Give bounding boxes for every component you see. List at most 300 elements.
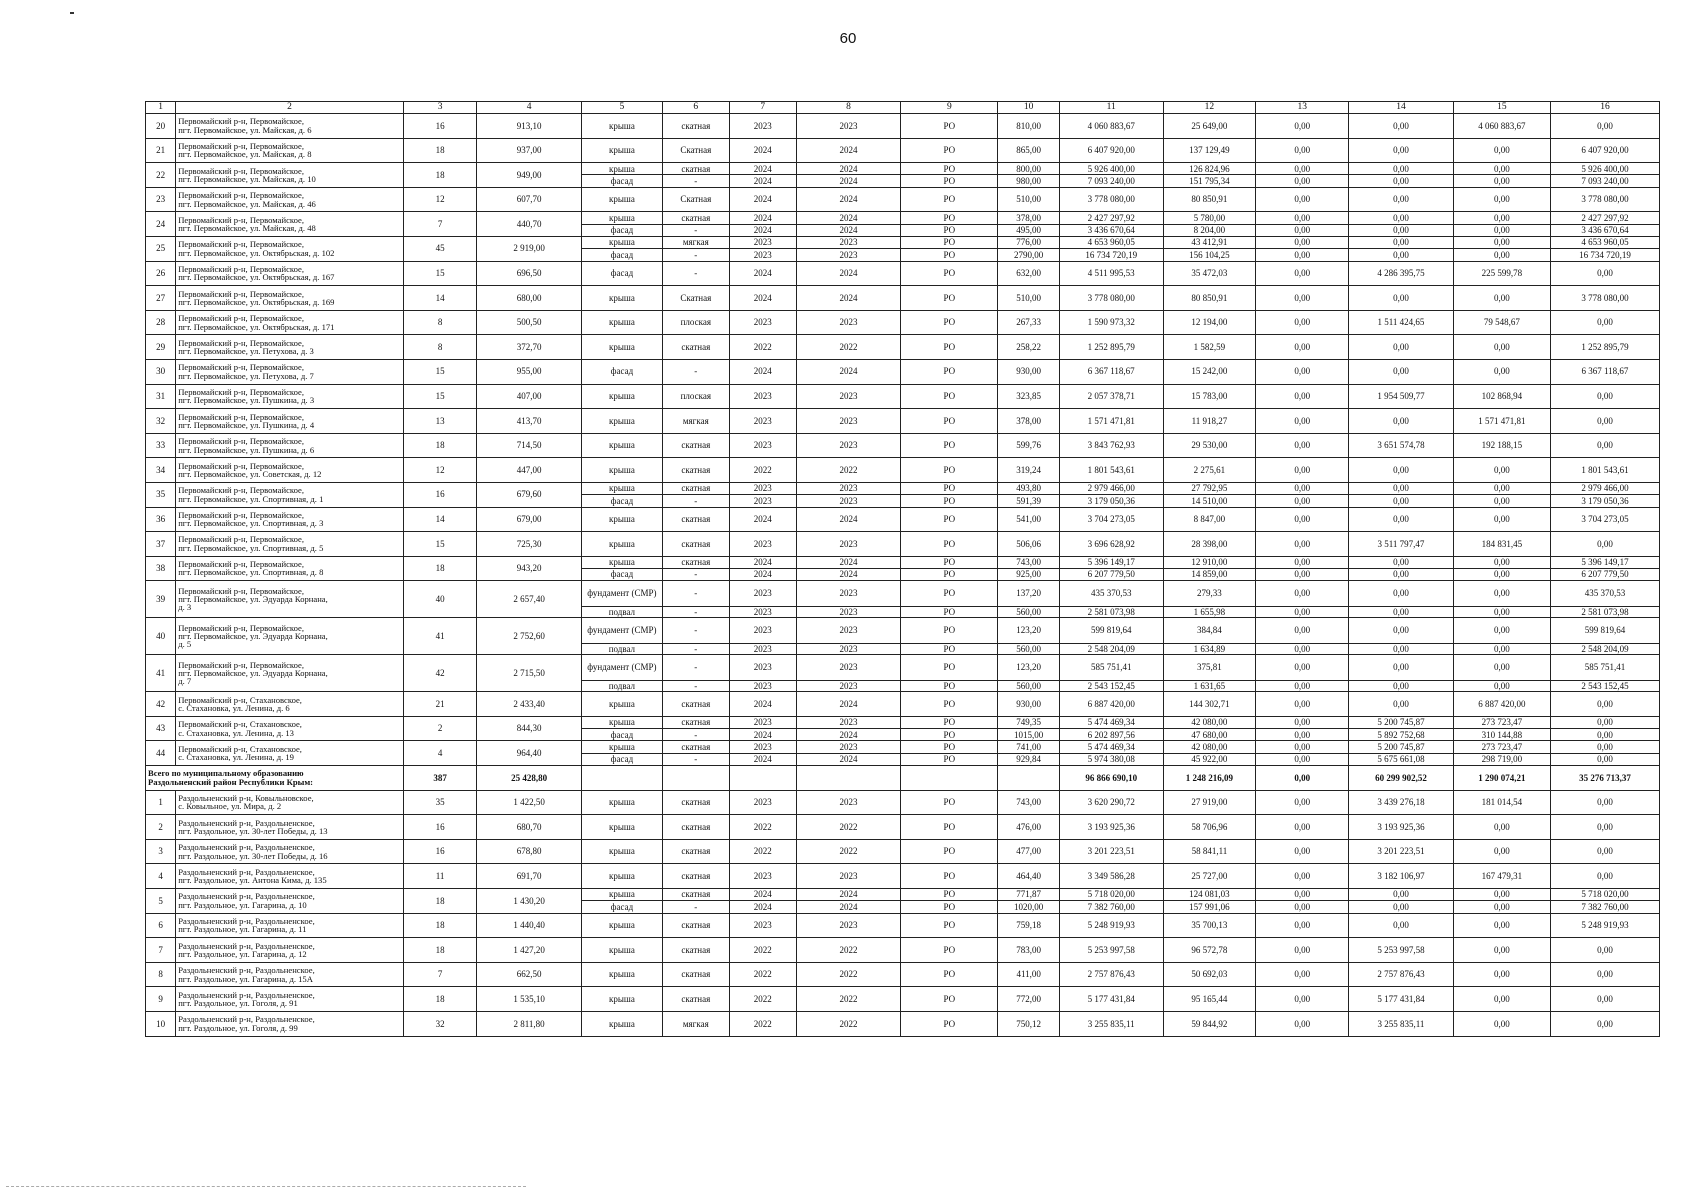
cost-per-unit: 375,81 — [1163, 655, 1256, 681]
volume: 772,00 — [998, 987, 1060, 1012]
address-cell — [176, 310, 404, 335]
fund-federal: 0,00 — [1256, 310, 1349, 335]
work-type: крыша — [581, 138, 662, 163]
executor: РО — [901, 741, 998, 753]
address-cell — [176, 482, 404, 507]
cost-per-unit: 157 991,06 — [1163, 901, 1256, 913]
year-fact: 2023 — [796, 607, 901, 618]
year-fact: 2023 — [796, 409, 901, 434]
cost: 4 653 960,05 — [1059, 236, 1163, 248]
year-fact: 2024 — [796, 212, 901, 224]
work-type: крыша — [581, 236, 662, 248]
apartments-count: 2 — [403, 716, 476, 741]
address-line: Раздольненский р-н, Раздольненское, — [178, 989, 315, 1000]
row-number: 44 — [146, 741, 176, 766]
work-type: крыша — [581, 163, 662, 175]
cost: 4 060 883,67 — [1059, 114, 1163, 139]
year-plan: 2024 — [729, 692, 796, 717]
volume: 1020,00 — [998, 901, 1060, 913]
year-plan: 2024 — [729, 359, 796, 384]
year-fact: 2022 — [796, 938, 901, 963]
total-area: 1 427,20 — [477, 938, 582, 963]
address-line: пгт. Раздольное, ул. Гоголя, д. 99 — [178, 1022, 298, 1033]
work-subtype: - — [662, 249, 729, 261]
cost: 435 370,53 — [1059, 581, 1163, 607]
executor: РО — [901, 433, 998, 458]
address-line: пгт. Первомайское, ул. Пушкина, д. 4 — [178, 419, 315, 430]
address-cell — [176, 987, 404, 1012]
total-area: 607,70 — [477, 187, 582, 212]
year-fact: 2024 — [796, 568, 901, 580]
fund-regional: 0,00 — [1349, 359, 1454, 384]
address-line: с. Стахановка, ул. Ленина, д. 6 — [178, 703, 290, 714]
table-row — [146, 335, 1660, 360]
volume: 510,00 — [998, 187, 1060, 212]
total-area: 500,50 — [477, 310, 582, 335]
address-line: пгт. Раздольное, ул. Гагарина, д. 11 — [178, 924, 307, 935]
volume: 741,00 — [998, 741, 1060, 753]
work-subtype: скатная — [662, 507, 729, 532]
year-plan: 2024 — [729, 187, 796, 212]
fund-regional: 3 201 223,51 — [1349, 839, 1454, 864]
volume: 123,20 — [998, 655, 1060, 681]
fund-owners: 5 396 149,17 — [1550, 556, 1659, 568]
work-type: крыша — [581, 815, 662, 840]
cost: 5 474 469,34 — [1059, 741, 1163, 753]
address-line: пгт. Первомайское, ул. Советская, д. 12 — [178, 469, 322, 480]
apartments-count: 15 — [403, 384, 476, 409]
executor: РО — [901, 114, 998, 139]
cost-per-unit: 279,33 — [1163, 581, 1256, 607]
apartments-count: 16 — [403, 482, 476, 507]
cost: 585 751,41 — [1059, 655, 1163, 681]
work-type: крыша — [581, 938, 662, 963]
work-type: крыша — [581, 889, 662, 901]
year-plan: 2024 — [729, 138, 796, 163]
total-value: 60 299 902,52 — [1349, 766, 1454, 791]
fund-owners: 0,00 — [1550, 938, 1659, 963]
cost: 2 548 204,09 — [1059, 644, 1163, 655]
table-row — [146, 741, 1660, 753]
address-line: д. 3 — [178, 602, 192, 613]
fund-local: 225 599,78 — [1453, 261, 1550, 286]
address-cell — [176, 187, 404, 212]
row-number: 20 — [146, 114, 176, 139]
column-header: 8 — [796, 102, 901, 114]
address-line: Раздольненский р-н, Раздольненское, — [178, 842, 315, 853]
year-plan: 2023 — [729, 644, 796, 655]
total-area: 949,00 — [477, 163, 582, 188]
fund-regional: 0,00 — [1349, 482, 1454, 494]
table-row — [146, 409, 1660, 434]
volume: 510,00 — [998, 286, 1060, 311]
table-row — [146, 839, 1660, 864]
cost: 3 778 080,00 — [1059, 187, 1163, 212]
fund-regional: 3 651 574,78 — [1349, 433, 1454, 458]
fund-owners: 0,00 — [1550, 384, 1659, 409]
address-cell — [176, 409, 404, 434]
fund-local: 4 060 883,67 — [1453, 114, 1550, 139]
volume: 743,00 — [998, 556, 1060, 568]
work-subtype: - — [662, 681, 729, 692]
fund-local: 0,00 — [1453, 556, 1550, 568]
cost-per-unit: 35 700,13 — [1163, 913, 1256, 938]
total-area: 447,00 — [477, 458, 582, 483]
work-subtype: скатная — [662, 482, 729, 494]
volume: 495,00 — [998, 224, 1060, 236]
executor: РО — [901, 335, 998, 360]
executor: РО — [901, 138, 998, 163]
apartments-count: 16 — [403, 815, 476, 840]
volume: 267,33 — [998, 310, 1060, 335]
volume: 560,00 — [998, 644, 1060, 655]
executor: РО — [901, 384, 998, 409]
fund-local: 0,00 — [1453, 644, 1550, 655]
year-fact: 2023 — [796, 433, 901, 458]
work-type: крыша — [581, 433, 662, 458]
cost: 5 396 149,17 — [1059, 556, 1163, 568]
address-line: пгт. Первомайское, ул. Спортивная, д. 1 — [178, 493, 324, 504]
table-row — [146, 790, 1660, 815]
work-type: крыша — [581, 532, 662, 557]
cost-per-unit: 2 275,61 — [1163, 458, 1256, 483]
year-fact: 2023 — [796, 581, 901, 607]
year-fact: 2024 — [796, 901, 901, 913]
row-number: 34 — [146, 458, 176, 483]
volume: 929,84 — [998, 753, 1060, 765]
work-type: фундамент (СМР) — [581, 655, 662, 681]
executor: РО — [901, 286, 998, 311]
fund-local: 0,00 — [1453, 495, 1550, 507]
year-plan: 2022 — [729, 987, 796, 1012]
year-fact: 2023 — [796, 618, 901, 644]
year-fact: 2023 — [796, 790, 901, 815]
year-fact: 2022 — [796, 839, 901, 864]
address-line: Раздольненский р-н, Раздольненское, — [178, 940, 315, 951]
fund-owners: 0,00 — [1550, 729, 1659, 741]
year-fact: 2023 — [796, 114, 901, 139]
year-plan: 2023 — [729, 790, 796, 815]
address-line: Первомайский р-н, Первомайское, — [178, 559, 304, 570]
fund-owners: 1 252 895,79 — [1550, 335, 1659, 360]
address-line: пгт. Первомайское, ул. Майская, д. 8 — [178, 149, 312, 160]
apartments-count: 41 — [403, 618, 476, 655]
fund-owners: 5 248 919,93 — [1550, 913, 1659, 938]
cost-per-unit: 8 847,00 — [1163, 507, 1256, 532]
empty-cell — [581, 766, 662, 791]
year-plan: 2024 — [729, 163, 796, 175]
executor: РО — [901, 716, 998, 728]
work-type: крыша — [581, 556, 662, 568]
apartments-count: 18 — [403, 987, 476, 1012]
address-line: Первомайский р-н, Первомайское, — [178, 337, 304, 348]
table-row — [146, 138, 1660, 163]
fund-federal: 0,00 — [1256, 532, 1349, 557]
year-plan: 2024 — [729, 889, 796, 901]
year-plan: 2024 — [729, 753, 796, 765]
work-type: крыша — [581, 212, 662, 224]
row-number: 25 — [146, 236, 176, 261]
cost: 3 843 762,93 — [1059, 433, 1163, 458]
total-area: 25 428,80 — [477, 766, 582, 791]
fund-local: 102 868,94 — [1453, 384, 1550, 409]
table-row — [146, 261, 1660, 286]
executor: РО — [901, 839, 998, 864]
address-cell — [176, 458, 404, 483]
executor: РО — [901, 261, 998, 286]
row-number: 32 — [146, 409, 176, 434]
column-header: 10 — [998, 102, 1060, 114]
empty-cell — [729, 766, 796, 791]
table-row — [146, 236, 1660, 248]
address-line: пгт. Первомайское, ул. Петухова, д. 7 — [178, 370, 314, 381]
work-type: фасад — [581, 175, 662, 187]
row-number: 21 — [146, 138, 176, 163]
column-header: 9 — [901, 102, 998, 114]
year-plan: 2024 — [729, 729, 796, 741]
cost-per-unit: 1 631,65 — [1163, 681, 1256, 692]
work-subtype: Скатная — [662, 138, 729, 163]
volume: 632,00 — [998, 261, 1060, 286]
year-plan: 2022 — [729, 962, 796, 987]
address-line: пгт. Раздольное, ул. Антона Кима, д. 135 — [178, 875, 327, 886]
year-fact: 2024 — [796, 889, 901, 901]
work-subtype: скатная — [662, 790, 729, 815]
apartments-count: 35 — [403, 790, 476, 815]
volume: 378,00 — [998, 212, 1060, 224]
cost-per-unit: 151 795,34 — [1163, 175, 1256, 187]
year-fact: 2024 — [796, 556, 901, 568]
year-fact: 2023 — [796, 532, 901, 557]
fund-local: 310 144,88 — [1453, 729, 1550, 741]
work-subtype: - — [662, 644, 729, 655]
fund-local: 0,00 — [1453, 236, 1550, 248]
address-line: Первомайский р-н, Первомайское, — [178, 214, 304, 225]
volume: 591,39 — [998, 495, 1060, 507]
column-header: 1 — [146, 102, 176, 114]
fund-local: 0,00 — [1453, 187, 1550, 212]
fund-owners: 0,00 — [1550, 310, 1659, 335]
address-cell — [176, 286, 404, 311]
fund-owners: 0,00 — [1550, 741, 1659, 753]
total-value: 96 866 690,10 — [1059, 766, 1163, 791]
executor: РО — [901, 187, 998, 212]
year-fact: 2023 — [796, 741, 901, 753]
apartments-count: 15 — [403, 532, 476, 557]
fund-regional: 0,00 — [1349, 175, 1454, 187]
fund-federal: 0,00 — [1256, 409, 1349, 434]
total-area: 691,70 — [477, 864, 582, 889]
cost-per-unit: 27 792,95 — [1163, 482, 1256, 494]
address-line: д. 5 — [178, 639, 192, 650]
volume: 560,00 — [998, 607, 1060, 618]
volume: 776,00 — [998, 236, 1060, 248]
apartments-count: 18 — [403, 556, 476, 581]
fund-regional: 0,00 — [1349, 163, 1454, 175]
row-number: 28 — [146, 310, 176, 335]
fund-owners: 585 751,41 — [1550, 655, 1659, 681]
work-type: крыша — [581, 458, 662, 483]
cost: 3 255 835,11 — [1059, 1012, 1163, 1037]
total-area: 2 752,60 — [477, 618, 582, 655]
table-row — [146, 212, 1660, 224]
cost-per-unit: 80 850,91 — [1163, 187, 1256, 212]
year-fact: 2022 — [796, 335, 901, 360]
volume: 865,00 — [998, 138, 1060, 163]
fund-federal: 0,00 — [1256, 556, 1349, 568]
work-subtype: - — [662, 175, 729, 187]
year-plan: 2023 — [729, 607, 796, 618]
address-line: Первомайский р-н, Первомайское, — [178, 288, 304, 299]
apartments-count: 15 — [403, 359, 476, 384]
address-cell — [176, 839, 404, 864]
year-fact: 2023 — [796, 249, 901, 261]
executor: РО — [901, 692, 998, 717]
year-plan: 2023 — [729, 249, 796, 261]
address-cell — [176, 913, 404, 938]
year-plan: 2024 — [729, 261, 796, 286]
work-subtype: скатная — [662, 716, 729, 728]
work-subtype: скатная — [662, 556, 729, 568]
apartments-count: 40 — [403, 581, 476, 618]
fund-owners: 16 734 720,19 — [1550, 249, 1659, 261]
work-type: подвал — [581, 681, 662, 692]
fund-federal: 0,00 — [1256, 741, 1349, 753]
document-table-container — [145, 101, 1660, 1037]
table-row — [146, 692, 1660, 717]
year-plan: 2023 — [729, 409, 796, 434]
work-type: крыша — [581, 692, 662, 717]
work-type: фасад — [581, 729, 662, 741]
work-type: крыша — [581, 409, 662, 434]
row-number: 2 — [146, 815, 176, 840]
page-number: 60 — [839, 30, 857, 47]
volume: 476,00 — [998, 815, 1060, 840]
year-fact: 2023 — [796, 864, 901, 889]
column-header: 16 — [1550, 102, 1659, 114]
row-number: 35 — [146, 482, 176, 507]
apartments-count: 18 — [403, 889, 476, 914]
fund-regional: 0,00 — [1349, 138, 1454, 163]
fund-regional: 3 193 925,36 — [1349, 815, 1454, 840]
work-type: крыша — [581, 1012, 662, 1037]
fund-owners: 0,00 — [1550, 962, 1659, 987]
cost-per-unit: 1 634,89 — [1163, 644, 1256, 655]
executor: РО — [901, 938, 998, 963]
fund-federal: 0,00 — [1256, 433, 1349, 458]
empty-cell — [901, 766, 998, 791]
fund-local: 0,00 — [1453, 175, 1550, 187]
column-header: 11 — [1059, 102, 1163, 114]
row-number: 6 — [146, 913, 176, 938]
executor: РО — [901, 889, 998, 901]
address-line: пгт. Первомайское, ул. Пушкина, д. 6 — [178, 444, 315, 455]
work-subtype: скатная — [662, 839, 729, 864]
address-line: Первомайский р-н, Первомайское, — [178, 386, 304, 397]
volume: 378,00 — [998, 409, 1060, 434]
address-line: пгт. Первомайское, ул. Эдуарда Корнана, — [178, 594, 328, 605]
table-row — [146, 532, 1660, 557]
fund-federal: 0,00 — [1256, 681, 1349, 692]
column-header: 3 — [403, 102, 476, 114]
cost-per-unit: 8 204,00 — [1163, 224, 1256, 236]
fund-local: 0,00 — [1453, 655, 1550, 681]
cost: 1 801 543,61 — [1059, 458, 1163, 483]
address-line: Раздольненский р-н, Ковыльновское, — [178, 793, 314, 804]
year-fact: 2024 — [796, 507, 901, 532]
table-row — [146, 962, 1660, 987]
address-cell — [176, 236, 404, 261]
total-area: 407,00 — [477, 384, 582, 409]
fund-local: 0,00 — [1453, 581, 1550, 607]
address-line: Первомайский р-н, Первомайское, — [178, 622, 304, 633]
fund-federal: 0,00 — [1256, 581, 1349, 607]
address-line: пгт. Первомайское, ул. Пушкина, д. 3 — [178, 395, 315, 406]
fund-local: 0,00 — [1453, 286, 1550, 311]
year-plan: 2023 — [729, 114, 796, 139]
work-type: крыша — [581, 987, 662, 1012]
address-line: пгт. Раздольное, ул. Гагарина, д. 10 — [178, 899, 307, 910]
year-fact: 2024 — [796, 138, 901, 163]
row-number: 8 — [146, 962, 176, 987]
address-line: пгт. Первомайское, ул. Спортивная, д. 3 — [178, 518, 324, 529]
year-fact: 2023 — [796, 913, 901, 938]
work-type: фасад — [581, 495, 662, 507]
year-fact: 2022 — [796, 815, 901, 840]
fund-owners: 3 704 273,05 — [1550, 507, 1659, 532]
cost: 3 696 628,92 — [1059, 532, 1163, 557]
year-plan: 2023 — [729, 864, 796, 889]
year-fact: 2022 — [796, 962, 901, 987]
fund-owners: 0,00 — [1550, 987, 1659, 1012]
table-row — [146, 556, 1660, 568]
volume: 319,24 — [998, 458, 1060, 483]
footer-rule — [6, 1186, 526, 1188]
work-subtype: скатная — [662, 962, 729, 987]
work-subtype: скатная — [662, 433, 729, 458]
address-cell — [176, 261, 404, 286]
work-subtype: - — [662, 224, 729, 236]
fund-local: 0,00 — [1453, 568, 1550, 580]
executor: РО — [901, 163, 998, 175]
fund-regional: 5 675 661,08 — [1349, 753, 1454, 765]
year-fact: 2024 — [796, 187, 901, 212]
fund-federal: 0,00 — [1256, 644, 1349, 655]
row-number: 10 — [146, 1012, 176, 1037]
row-number: 43 — [146, 716, 176, 741]
address-line: пгт. Раздольное, ул. Гоголя, д. 91 — [178, 998, 298, 1009]
year-fact: 2024 — [796, 692, 901, 717]
row-number: 3 — [146, 839, 176, 864]
executor: РО — [901, 644, 998, 655]
fund-federal: 0,00 — [1256, 729, 1349, 741]
cost: 6 407 920,00 — [1059, 138, 1163, 163]
cost-per-unit: 29 530,00 — [1163, 433, 1256, 458]
work-subtype: - — [662, 607, 729, 618]
fund-local: 192 188,15 — [1453, 433, 1550, 458]
fund-owners: 2 427 297,92 — [1550, 212, 1659, 224]
address-line: пгт. Первомайское, ул. Эдуарда Корнана, — [178, 668, 328, 679]
volume: 599,76 — [998, 433, 1060, 458]
work-subtype: мягкая — [662, 409, 729, 434]
cost: 2 581 073,98 — [1059, 607, 1163, 618]
fund-local: 0,00 — [1453, 359, 1550, 384]
work-type: крыша — [581, 790, 662, 815]
year-plan: 2022 — [729, 815, 796, 840]
address-line: Первомайский р-н, Первомайское, — [178, 239, 304, 250]
cost: 6 887 420,00 — [1059, 692, 1163, 717]
cost: 2 979 466,00 — [1059, 482, 1163, 494]
